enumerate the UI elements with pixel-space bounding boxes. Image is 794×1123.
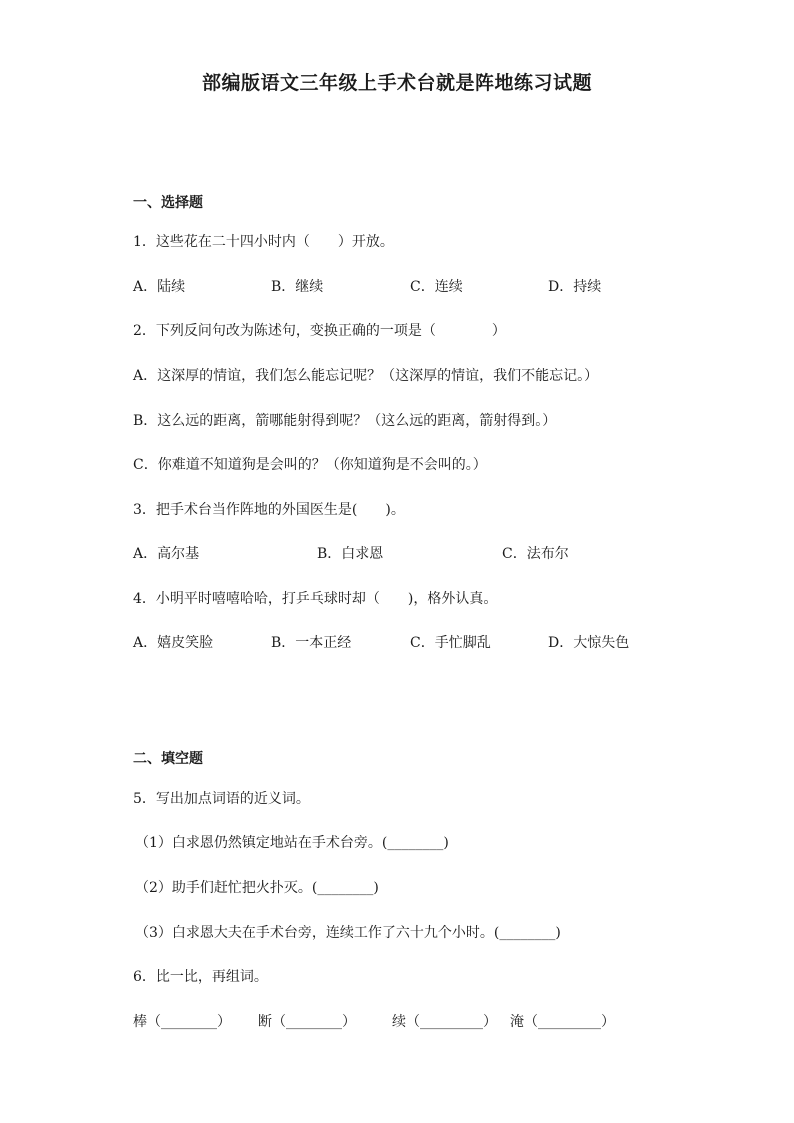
q3-option-a[interactable]: A．高尔基 (133, 546, 200, 562)
q1-option-a[interactable]: A．陆续 (133, 279, 186, 295)
section-heading-choice: 一、选择题 (133, 195, 203, 211)
q1-option-b[interactable]: B．继续 (271, 279, 324, 295)
q2-option-a[interactable]: A．这深厚的情谊，我们怎么能忘记呢？（这深厚的情谊，我们不能忘记。） (133, 368, 599, 384)
question-3-stem: 3．把手术台当作阵地的外国医生是( )。 (133, 502, 405, 518)
q6-word-4[interactable]: 淹（_________） (510, 1014, 615, 1030)
question-6-stem: 6．比一比，再组词。 (133, 969, 268, 985)
q4-option-a[interactable]: A．嬉皮笑脸 (133, 635, 214, 651)
q2-option-b[interactable]: B．这么远的距离，箭哪能射得到呢？（这么远的距离，箭射得到。） (133, 413, 557, 429)
q3-option-c[interactable]: C．法布尔 (502, 546, 569, 562)
q3-option-b[interactable]: B．白求恩 (317, 546, 384, 562)
q1-option-d[interactable]: D．持续 (548, 279, 602, 295)
q6-word-1[interactable]: 棒（________） (133, 1014, 231, 1030)
q6-word-3[interactable]: 续（_________） (392, 1014, 497, 1030)
q5-item-2[interactable]: （2）助手们赶忙把火扑灭。(________) (135, 880, 379, 896)
q4-option-d[interactable]: D．大惊失色 (548, 635, 630, 651)
q6-word-2[interactable]: 断（________） (258, 1014, 356, 1030)
question-4-stem: 4．小明平时嘻嘻哈哈，打乒乓球时却（ )，格外认真。 (133, 591, 498, 607)
question-1-stem: 1．这些花在二十四小时内（ ）开放。 (133, 234, 394, 250)
q5-item-1[interactable]: （1）白求恩仍然镇定地站在手术台旁。(________) (135, 835, 449, 851)
question-2-stem: 2．下列反问句改为陈述句，变换正确的一项是（ ） (133, 323, 506, 339)
q1-option-c[interactable]: C．连续 (410, 279, 463, 295)
page-title: 部编版语文三年级上手术台就是阵地练习试题 (201, 72, 592, 94)
q4-option-c[interactable]: C．手忙脚乱 (410, 635, 491, 651)
section-heading-fill: 二、填空题 (133, 751, 203, 767)
q5-item-3[interactable]: （3）白求恩大夫在手术台旁，连续工作了六十九个小时。(________) (135, 925, 561, 941)
q4-option-b[interactable]: B．一本正经 (271, 635, 352, 651)
q2-option-c[interactable]: C．你难道不知道狗是会叫的？（你知道狗是不会叫的。） (133, 457, 487, 473)
question-5-stem: 5．写出加点词语的近义词。 (133, 791, 310, 807)
